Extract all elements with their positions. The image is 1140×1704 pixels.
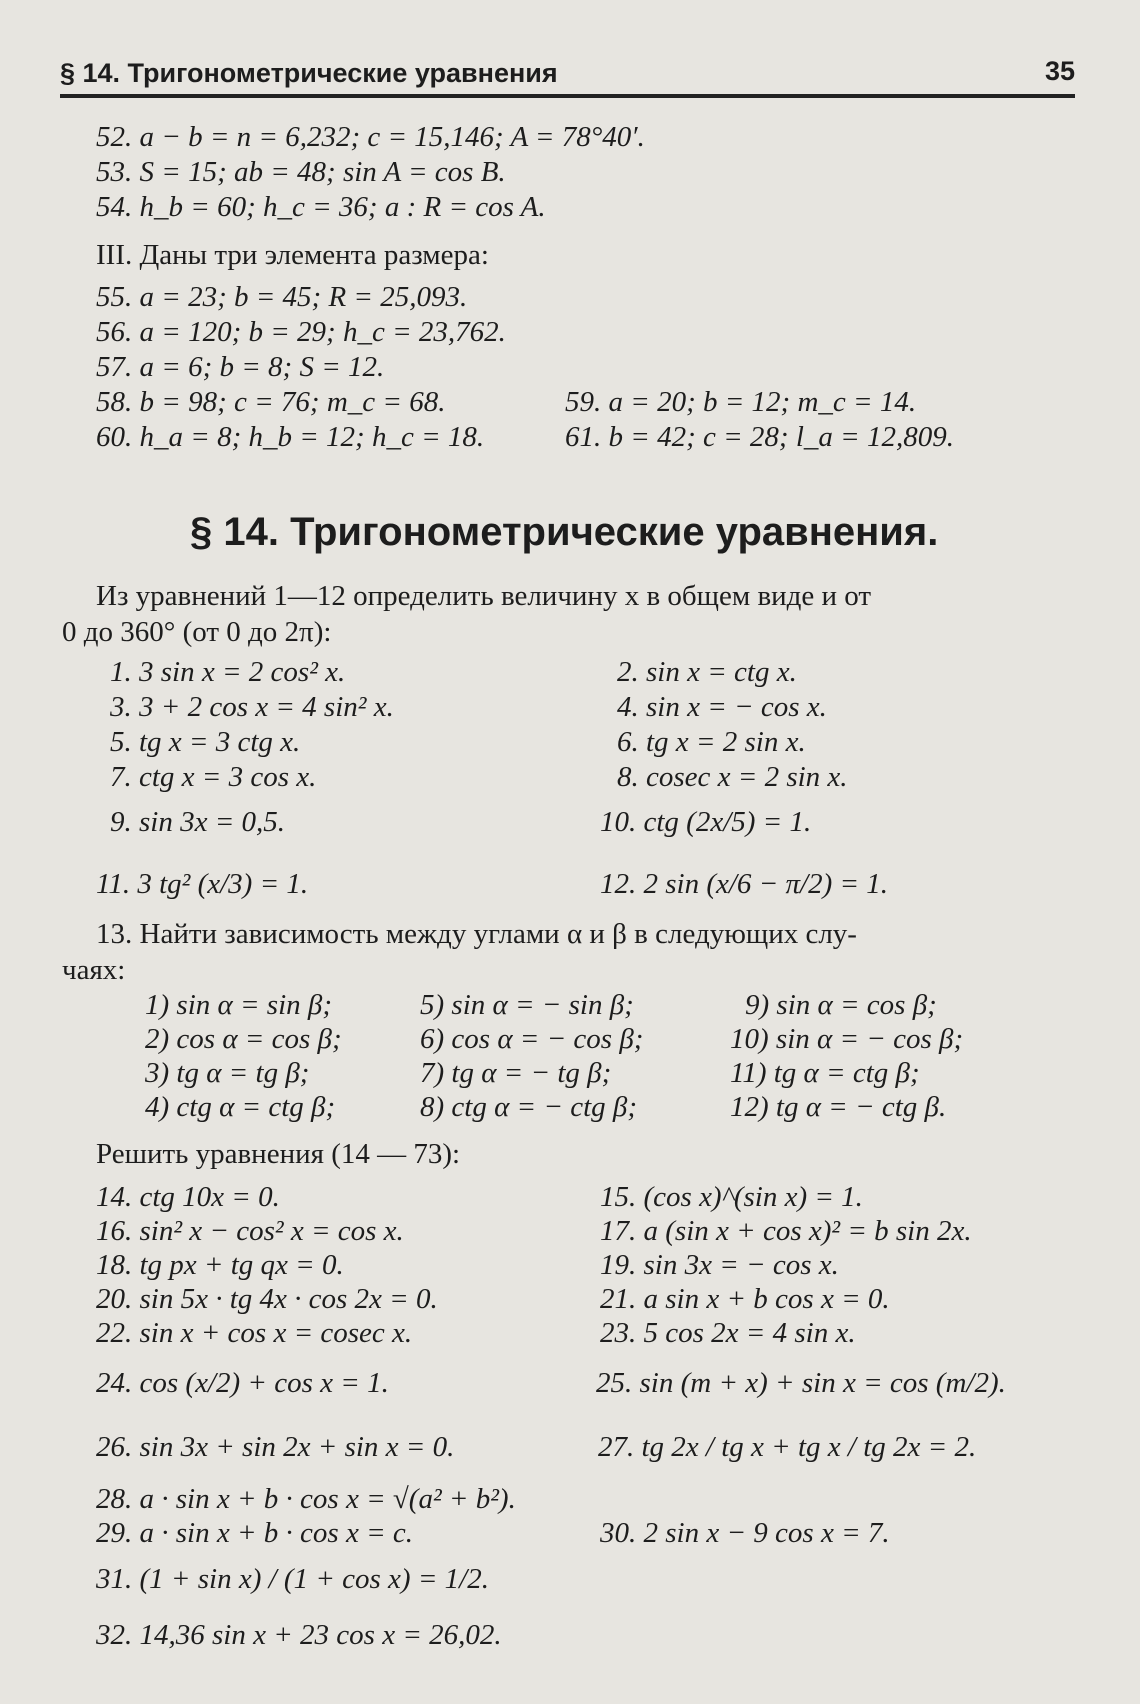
problem-57: 57. a = 6; b = 8; S = 12. <box>96 351 385 383</box>
equation-31: 31. (1 + sin x) / (1 + cos x) = 1/2. <box>96 1563 489 1595</box>
equation-21: 21. a sin x + b cos x = 0. <box>600 1283 890 1315</box>
equation-22: 22. sin x + cos x = cosec x. <box>96 1317 413 1349</box>
case-12: 12) tg α = − ctg β. <box>730 1091 947 1123</box>
problem-56: 56. a = 120; b = 29; h_c = 23,762. <box>96 316 506 348</box>
equation-12: 12. 2 sin (x/6 − π/2) = 1. <box>600 868 889 900</box>
equation-23: 23. 5 cos 2x = 4 sin x. <box>600 1317 856 1349</box>
problem-53: 53. S = 15; ab = 48; sin A = cos B. <box>96 156 506 188</box>
case-7: 7) tg α = − tg β; <box>420 1057 612 1089</box>
case-9: 9) sin α = cos β; <box>745 989 937 1021</box>
equation-24: 24. cos (x/2) + cos x = 1. <box>96 1367 389 1399</box>
intro-line-2: 0 до 360° (от 0 до 2π): <box>62 616 332 648</box>
equation-25: 25. sin (m + x) + sin x = cos (m/2). <box>596 1367 1006 1399</box>
page-number: 35 <box>1044 56 1075 86</box>
equation-32: 32. 14,36 sin x + 23 cos x = 26,02. <box>96 1619 502 1651</box>
problem-54: 54. h_b = 60; h_c = 36; a : R = cos A. <box>96 191 546 223</box>
problem-60: 60. h_a = 8; h_b = 12; h_c = 18. <box>96 421 485 453</box>
equation-19: 19. sin 3x = − cos x. <box>600 1249 839 1281</box>
problem-59: 59. a = 20; b = 12; m_c = 14. <box>565 386 917 418</box>
running-header <box>60 50 1075 98</box>
intro-line-1: Из уравнений 1—12 определить величину x в общем виде и от <box>96 580 872 612</box>
equation-3: 3. 3 + 2 cos x = 4 sin² x. <box>110 691 394 723</box>
section-title: § 14. Тригонометрические уравнения. <box>190 510 939 554</box>
case-11: 11) tg α = ctg β; <box>730 1057 920 1089</box>
case-1: 1) sin α = sin β; <box>145 989 332 1021</box>
problem-61: 61. b = 42; c = 28; l_a = 12,809. <box>565 421 954 453</box>
problem-13-line-1: 13. Найти зависимость между углами α и β в следующих слу- <box>96 918 857 950</box>
case-4: 4) ctg α = ctg β; <box>145 1091 336 1123</box>
equation-30: 30. 2 sin x − 9 cos x = 7. <box>600 1517 890 1549</box>
equation-6: 6. tg x = 2 sin x. <box>617 726 806 758</box>
solve-heading: Решить уравнения (14 — 73): <box>96 1138 461 1170</box>
equation-17: 17. a (sin x + cos x)² = b sin 2x. <box>600 1215 972 1247</box>
equation-16: 16. sin² x − cos² x = cos x. <box>96 1215 404 1247</box>
equation-15: 15. (cos x)^(sin x) = 1. <box>600 1181 863 1213</box>
equation-10: 10. ctg (2x/5) = 1. <box>600 806 812 838</box>
problem-13-line-2: чаях: <box>62 954 126 986</box>
equation-9: 9. sin 3x = 0,5. <box>110 806 286 838</box>
case-2: 2) cos α = cos β; <box>145 1023 342 1055</box>
equation-5: 5. tg x = 3 ctg x. <box>110 726 301 758</box>
equation-29: 29. a · sin x + b · cos x = c. <box>96 1517 414 1549</box>
header-title: § 14. Тригонометрические уравнения <box>60 58 558 88</box>
subheading-three-elements: III. Даны три элемента размера: <box>96 239 489 271</box>
equation-11: 11. 3 tg² (x/3) = 1. <box>96 868 309 900</box>
equation-28: 28. a · sin x + b · cos x = √(a² + b²). <box>96 1483 516 1515</box>
problem-58: 58. b = 98; c = 76; m_c = 68. <box>96 386 446 418</box>
equation-4: 4. sin x = − cos x. <box>617 691 827 723</box>
equation-7: 7. ctg x = 3 cos x. <box>110 761 317 793</box>
equation-26: 26. sin 3x + sin 2x + sin x = 0. <box>96 1431 455 1463</box>
equation-27: 27. tg 2x / tg x + tg x / tg 2x = 2. <box>598 1431 977 1463</box>
equation-20: 20. sin 5x · tg 4x · cos 2x = 0. <box>96 1283 438 1315</box>
equation-14: 14. ctg 10x = 0. <box>96 1181 280 1213</box>
case-8: 8) ctg α = − ctg β; <box>420 1091 637 1123</box>
equation-18: 18. tg px + tg qx = 0. <box>96 1249 344 1281</box>
problem-55: 55. a = 23; b = 45; R = 25,093. <box>96 281 468 313</box>
problem-52: 52. a − b = n = 6,232; c = 15,146; A = 78°40′. <box>96 121 645 153</box>
equation-1: 1. 3 sin x = 2 cos² x. <box>110 656 346 688</box>
case-6: 6) cos α = − cos β; <box>420 1023 644 1055</box>
case-10: 10) sin α = − cos β; <box>730 1023 964 1055</box>
case-5: 5) sin α = − sin β; <box>420 989 634 1021</box>
equation-2: 2. sin x = ctg x. <box>617 656 797 688</box>
equation-8: 8. cosec x = 2 sin x. <box>617 761 848 793</box>
case-3: 3) tg α = tg β; <box>145 1057 310 1089</box>
